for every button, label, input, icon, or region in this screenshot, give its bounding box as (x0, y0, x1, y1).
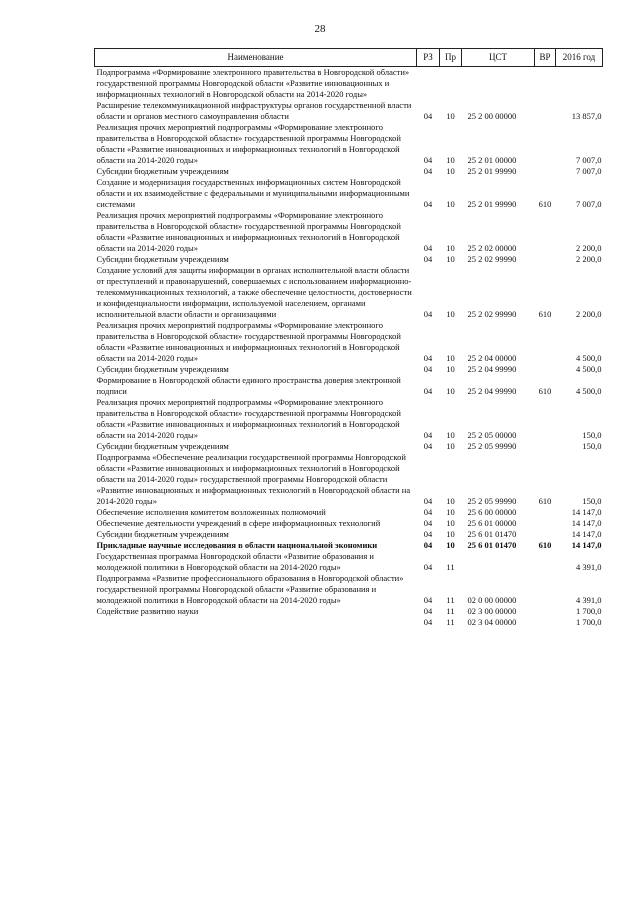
cell-amount: 7 007,0 (576, 166, 602, 176)
cell-pr: 10 (446, 540, 455, 550)
cell-name: Обеспечение деятельности учреждений в сфере информационных технологий (96, 518, 381, 528)
cell-vr (535, 529, 556, 540)
cell-amount: 1 700,0 (576, 606, 602, 616)
cell-vr (535, 67, 556, 101)
cell-pr: 10 (446, 155, 455, 165)
cell-name: Создание и модернизация государственных информационных систем Новгородской области и их взаимодействие с федеральными и муниципальными информационными системами (96, 177, 410, 209)
cell-vr (535, 551, 556, 573)
cell-vr: 610 (538, 199, 552, 209)
cell-pr: 10 (446, 309, 455, 319)
cell-rz: 04 (423, 441, 433, 451)
cell-rz: 04 (423, 364, 433, 374)
table-body (95, 67, 603, 629)
cell-name: Реализация прочих мероприятий подпрограммы «Формирование электронного правительства в Новгородской области» государственной программы Новгородской области «Развитие инновационных и информационных технологий в Новгородской области на 2014-2020 годы» (96, 210, 401, 253)
cell-rz: 04 (423, 166, 433, 176)
table-row (95, 122, 603, 166)
cell-amount: 2 200,0 (576, 309, 602, 319)
cell-vr (535, 573, 556, 606)
cell-pr: 10 (446, 430, 455, 440)
cell-rz (417, 67, 440, 101)
cell-cst (462, 67, 535, 101)
cell-rz: 04 (423, 155, 433, 165)
cell-vr (535, 166, 556, 177)
cell-amount: 150,0 (582, 430, 602, 440)
cell-rz: 04 (423, 386, 433, 396)
cell-vr (535, 507, 556, 518)
cell-cst: 25 2 01 99990 (467, 199, 517, 209)
cell-name: Формирование в Новгородской области единого пространства доверия электронной подписи (96, 375, 401, 396)
table-row (95, 518, 603, 529)
table-row (95, 441, 603, 452)
cell-name: Субсидии бюджетным учреждениям (96, 364, 229, 374)
table-row (95, 507, 603, 518)
cell-name: Субсидии бюджетным учреждениям (96, 166, 229, 176)
cell-amount: 13 857,0 (571, 111, 602, 121)
cell-pr: 10 (446, 386, 455, 396)
cell-amount: 2 200,0 (576, 243, 602, 253)
cell-pr: 10 (446, 529, 455, 539)
table-row (95, 606, 603, 617)
table-row (95, 67, 603, 101)
cell-amount: 4 391,0 (576, 595, 602, 605)
cell-name: Расширение телекоммуникационной инфраструктуры органов государственной власти области и органов местного самоуправления области (96, 100, 412, 121)
cell-name: Реализация прочих мероприятий подпрограммы «Формирование электронного правительства в Новгородской области» государственной программы Новгородской области «Развитие инновационных и информационных технологий в Новгородской области на 2014-2020 годы» (96, 397, 401, 440)
cell-vr (535, 122, 556, 166)
budget-table (94, 48, 603, 628)
table-row (95, 375, 603, 397)
cell-vr (535, 320, 556, 364)
cell-vr: 610 (538, 496, 552, 506)
cell-cst: 25 6 01 00000 (467, 518, 517, 528)
cell-pr: 10 (446, 254, 455, 264)
cell-cst: 25 2 05 99990 (467, 496, 517, 506)
header-rz: РЗ (417, 49, 440, 67)
cell-pr: 10 (446, 199, 455, 209)
cell-cst (462, 551, 535, 573)
table-row (95, 210, 603, 254)
cell-cst: 25 2 04 99990 (467, 364, 517, 374)
cell-pr: 10 (446, 353, 455, 363)
table-row (95, 617, 603, 628)
cell-name: Государственная программа Новгородской области «Развитие образования и молодежной политики в Новгородской области на 2014-2020 годы» (96, 551, 374, 572)
table-row (95, 452, 603, 507)
cell-amount (556, 67, 603, 101)
cell-amount: 4 500,0 (576, 353, 602, 363)
cell-name: Подпрограмма «Обеспечение реализации государственной программы Новгородской области «Развитие инновационных и информационных технологий в Новгородской области на 2014-2020 годы» государственной программы Новгородской области «Развитие инновационных и информационных технологий в Новгородской области на 2014-2020 годы» (96, 452, 411, 506)
table-row (95, 551, 603, 573)
cell-name: Создание условий для защиты информации в органах исполнительной власти области от преступлений и правонарушений, совершаемых с использованием информационно-телекоммуникационных технологий, а также обеспечение целостности, достоверности и конфиденциальности информации, используемой населением, органами исполнительной власти области и организациями (96, 265, 412, 319)
cell-name: Обеспечение исполнения комитетом возложенных полномочий (96, 507, 326, 517)
cell-vr: 610 (538, 309, 552, 319)
cell-amount: 150,0 (582, 441, 602, 451)
cell-cst: 25 6 00 00000 (467, 507, 517, 517)
cell-rz: 04 (423, 507, 433, 517)
cell-cst: 25 2 00 00000 (467, 111, 517, 121)
cell-pr: 10 (446, 111, 455, 121)
table-row (95, 364, 603, 375)
cell-cst: 02 0 00 00000 (467, 595, 517, 605)
cell-vr: 610 (538, 386, 552, 396)
cell-vr (535, 254, 556, 265)
cell-vr: 610 (538, 540, 552, 550)
cell-pr: 10 (446, 496, 455, 506)
cell-pr: 10 (446, 507, 455, 517)
cell-vr (535, 397, 556, 441)
cell-cst: 02 3 04 00000 (467, 617, 517, 627)
cell-cst: 25 2 02 00000 (467, 243, 517, 253)
header-vr: ВР (535, 49, 556, 67)
cell-amount: 14 147,0 (571, 507, 602, 517)
cell-name: Содействие развитию науки (96, 606, 199, 616)
cell-name (95, 617, 417, 628)
cell-name: Субсидии бюджетным учреждениям (96, 441, 229, 451)
cell-cst: 02 3 00 00000 (467, 606, 517, 616)
cell-pr (440, 67, 462, 101)
cell-pr: 11 (446, 562, 455, 572)
cell-pr: 11 (446, 617, 455, 627)
cell-amount: 2 200,0 (576, 254, 602, 264)
cell-amount: 14 147,0 (571, 529, 602, 539)
cell-amount: 7 007,0 (576, 155, 602, 165)
cell-amount: 150,0 (582, 496, 602, 506)
cell-pr: 10 (446, 441, 455, 451)
cell-amount: 4 500,0 (576, 364, 602, 374)
table-row (95, 265, 603, 320)
cell-vr (535, 617, 556, 628)
cell-amount: 14 147,0 (571, 540, 602, 550)
table-row (95, 529, 603, 540)
cell-rz: 04 (423, 243, 433, 253)
cell-rz: 04 (423, 562, 433, 572)
cell-vr (535, 364, 556, 375)
cell-rz: 04 (423, 309, 433, 319)
table-row (95, 177, 603, 210)
cell-rz: 04 (423, 617, 433, 627)
cell-name: Подпрограмма «Формирование электронного правительства в Новгородской области» государственной программы Новгородской области «Развитие инновационных и информационных технологий в Новгородской области на 2014-2020 годы» (96, 67, 410, 99)
cell-cst: 25 2 01 99990 (467, 166, 517, 176)
cell-vr (535, 606, 556, 617)
table-row (95, 540, 603, 551)
cell-name: Реализация прочих мероприятий подпрограммы «Формирование электронного правительства в Новгородской области» государственной программы Новгородской области «Развитие инновационных и информационных технологий в Новгородской области на 2014-2020 годы» (96, 320, 401, 363)
cell-cst: 25 2 04 00000 (467, 353, 517, 363)
cell-rz: 04 (423, 518, 433, 528)
page-number: 28 (314, 23, 326, 35)
table-row (95, 100, 603, 122)
cell-name: Субсидии бюджетным учреждениям (96, 529, 229, 539)
cell-cst: 25 2 04 99990 (467, 386, 517, 396)
cell-vr (535, 441, 556, 452)
cell-rz: 04 (423, 199, 433, 209)
cell-rz: 04 (423, 606, 433, 616)
cell-name: Подпрограмма «Развитие профессионального образования в Новгородской области» государственной программы Новгородской области «Развитие образования и молодежной политики в Новгородской области на 2014-2020 годы» (96, 573, 404, 605)
table-row (95, 573, 603, 606)
cell-vr (535, 100, 556, 122)
table-row (95, 397, 603, 441)
cell-rz: 04 (423, 430, 433, 440)
cell-cst: 25 2 05 99990 (467, 441, 517, 451)
cell-pr: 10 (446, 364, 455, 374)
cell-pr: 11 (446, 595, 455, 605)
cell-vr (535, 518, 556, 529)
cell-amount: 4 391,0 (576, 562, 602, 572)
header-pr: Пр (440, 49, 462, 67)
cell-cst: 25 6 01 01470 (467, 540, 517, 550)
header-name: Наименование (95, 49, 417, 67)
cell-vr (535, 210, 556, 254)
cell-amount: 4 500,0 (576, 386, 602, 396)
cell-pr: 10 (446, 166, 455, 176)
cell-cst: 25 2 01 00000 (467, 155, 517, 165)
cell-rz: 04 (423, 496, 433, 506)
cell-name: Реализация прочих мероприятий подпрограммы «Формирование электронного правительства в Новгородской области» государственной программы Новгородской области «Развитие инновационных и информационных технологий в Новгородской области на 2014-2020 годы» (96, 122, 401, 165)
cell-name: Субсидии бюджетным учреждениям (96, 254, 229, 264)
cell-pr: 11 (446, 606, 455, 616)
cell-amount: 7 007,0 (576, 199, 602, 209)
cell-cst: 25 2 02 99990 (467, 254, 517, 264)
cell-rz: 04 (423, 353, 433, 363)
cell-pr: 10 (446, 243, 455, 253)
table-row (95, 254, 603, 265)
cell-rz: 04 (423, 254, 433, 264)
header-cst: ЦСТ (462, 49, 535, 67)
cell-rz: 04 (423, 529, 433, 539)
cell-cst: 25 2 02 99990 (467, 309, 517, 319)
cell-amount: 1 700,0 (576, 617, 602, 627)
cell-amount: 14 147,0 (571, 518, 602, 528)
cell-cst: 25 6 01 01470 (467, 529, 517, 539)
cell-name: Прикладные научные исследования в области национальной экономики (96, 540, 378, 550)
table-header-row (95, 49, 603, 67)
cell-cst: 25 2 05 00000 (467, 430, 517, 440)
cell-rz: 04 (423, 111, 433, 121)
cell-rz: 04 (423, 595, 433, 605)
cell-pr: 10 (446, 518, 455, 528)
header-year: 2016 год (556, 49, 603, 67)
table-row (95, 166, 603, 177)
cell-rz: 04 (423, 540, 433, 550)
table-row (95, 320, 603, 364)
